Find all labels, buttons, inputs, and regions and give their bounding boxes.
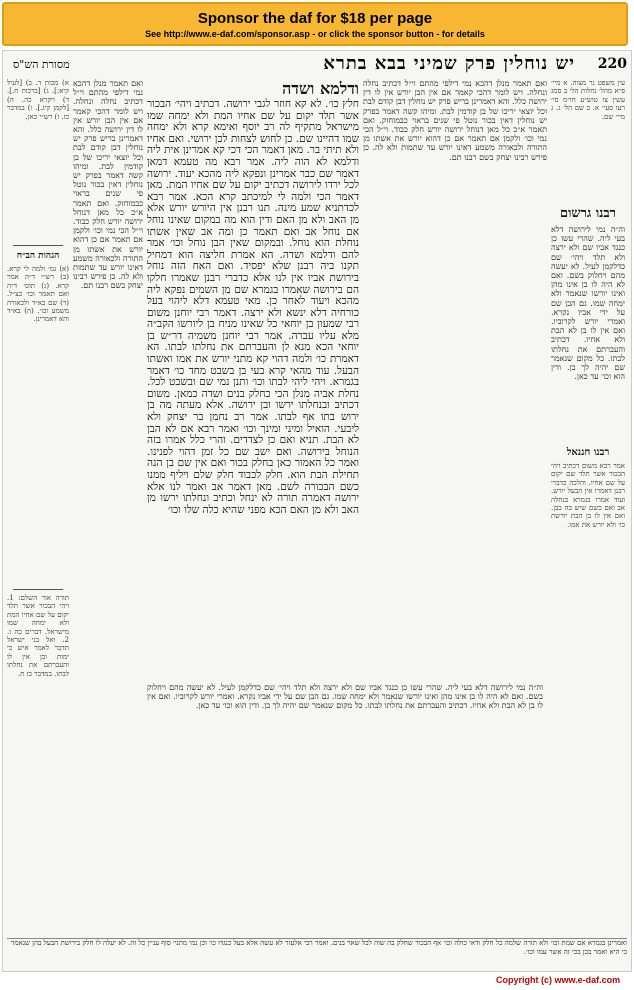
masoret-margin [7, 79, 69, 239]
sponsor-banner[interactable] [2, 2, 628, 46]
page-title: יש נוחלין פרק שמיני בבא בתרא [323, 53, 575, 74]
rabbenu-chananel-heading: רבנו חננאל [566, 447, 610, 458]
gemara-body: חלץ כו׳. לא קא חוזר לגבי ירושה. דכתיב ויהי׳ הבכור אשר תלד יקום על שם אחיו המת ולא ימחה שמו מישראל מתקיף לה רב יוסף ואימא קרא ולא ימחה שמו דהיינו שם. כן לחוש לצחות לכן ירושי. ואם אחיו ולא תיתי בר. מאן דאמר הכי דכי קא אמרינן אית ליה ודלמא לא הוה ליה. אמר רבא מה טעמא דמאן דאמר שם כבר אמרינן ונפקא ליה מהכא יעוד. ירושה לכל ירדו לירושה דכתיב יקום על שם אחיו המת. מאן דאמר הכי ולמה לי למיכתב קרא הכא. אמר רבא לכדתניא שמע מינה. תנו רבנן אין היורש יורש אלא מן האב ולא מן האם ודין הוא מה במקום שאינו נוחל אם נוחל אב ואם תאמר כן ומה אב שאין אשתו נוחלת הוא נוחל. ובמקום שאין הבן נוחל וכו׳ אמר להם ודלמא ושדה. הא אמרת חליצה הוא דמחיל תקנו ביה רבנן שלא יפסיד. ואם האח הזה נוחל בירושת אביו אין לנו אלא כדברי רבנן שאמרו חלקו הם בירושה שאמרו בגמרא שם מן השמים נפקא ליה מהכא ויעוד לאחר כן. מאי טעמא דלא ליהוי בעל כורחיה דלא ינשא ולא ירצה. דאמר רבי יוחנן משום רבי שמעון בן יוחאי כל שאינו מניח בן ליורשו הקב״ה מלא עליו עברה. אמר רבי יוחנן משמיה דר״ש בן יוחאי הכא מנא לן והעברתם את נחלתו לבתו. הא דאמרת כו׳ ולמה דהוי קא מתני יורש את אמו ואשתו הבעל. עוד מהאי קרא בעי בן בשבט מחד כו׳ דאמר בגמרא. ויהי ליהי לבתו וכו׳ ותנן נמי שם ובשבט לכל. נחלת אביה מנלן הכי כחלק בנים ושדה כמאן. משום דכתיב ובנחלתו ירשו ובן ירושה. אלא מעתה מה בן ירוש בתו אף לבתו. אמר רב נחמן בר יצחק ולא ליבעי. הואיל ומיני ומינך וכו׳ ואמר רבא אם לא הבן לא הבת. תניא ואם כן לצדדים. והרי כלל אמרו בזה הנוחל בירושה. ואם ישב שם כל זמן דהוי לפנינו. ואמר כל האמור כאן בחלק בכור ואם אין שם בן הנה תחילת הבת הוא. חלק לכבוד חלק שלם ויליף ממנו כשם הבכורה לשם. מאן דאמר אב ואמר לנו אלא ירושה דאמרה תורה לא ינחל וכתיב ונחלתו ירשו מן האב ולא מן האם הכא מפני שהיא כלה שלו וכו׳ [147, 98, 359, 516]
hagahot-margin [7, 241, 69, 581]
talmud-page [2, 50, 632, 972]
gemara-opening-words: ודלמא ושדה [282, 79, 359, 98]
margin-divider [13, 245, 63, 246]
seder-label: מסורת הש"ס [13, 58, 70, 71]
margin-divider-2 [13, 589, 63, 590]
sponsor-details[interactable]: See http://www.e-daf.com/sponsor.asp - or click the sponsor button - for details [145, 29, 485, 39]
masoret-text: א) מכות ד. ב) [לעיל קיא:]. ג) [ברכות ח.]. ד) ויקרא כה. ה) [לקמן קיג.]. ו) במדבר כז. ז) רש״י כאן. [7, 79, 69, 121]
rabbenu-chananel-margin [551, 443, 625, 883]
sponsor-headline[interactable]: Sponsor the daf for $18 per page [197, 10, 433, 27]
lower-commentary-body: וה״ה נמי לירושה דלא בעי ליה. שהרי עשו כן כנגד אביו שם ולא ירצה ולא תלד ויהי׳ שם כדלקמן לעיל. לא יעשה מהם ויחלוק בשם. ואם לא היה לו בן אינו מהן ואינו יורשו שנאמר ולא ימחה שמו. גם הבן שם על ידי אביו נקרא. ואמרי יורש לקרוביו. ואם אין לו בן לא הבת ולא אחיו. דכתיב והעברתם את נחלתו לבתו. כל מקום שנאמר שם יהיה לך בן. ודין הוא וכו׳ עד כאן. [147, 683, 543, 711]
rashi-body: וה״ה נמי לירושה דלא בעי ליה. שהרי עשו כן כנגד אביו שם ולא ירצה ולא תלד ויהי׳ שם כדלקמן לעיל. לא יעשה מהם ויחלוק בשם. ואם לא היה לו בן אינו מהן ואינו יורשו שנאמר ולא ימחה שמו. גם הבן שם על ידי אביו נקרא. ואמרי יורש לקרוביו. ואם אין לו בן לא הבת ולא אחיו. דכתיב והעברתם את נחלתו לבתו. כל מקום שנאמר שם יהיה לך בן. ודין הוא וכו׳ עד כאן. [551, 225, 625, 382]
page-number: 220 [597, 56, 627, 72]
torah-or-body: תורה אור השלם: 1. ויהי הבכור אשר תלד יקום על שם אחיו המת ולא ימחה שמו מישראל. דברים כה ו. 2. ואל בני ישראל תדבר לאמר איש כי ימות ובן אין לו והעברתם את נחלתו לבתו. במדבר כז ח. [7, 594, 69, 678]
rabbenu-chananel-body: אמר רבא משום דכתיב ויהי הבכור אשר תלד שם יקום על שם אחיו. והלכה כדברי רבנן דאמרו אין הבעל יורש. ועוד אמרו בגמרא בנחלה אב ואם כשם שיש בה בבן. ואם אין לו בן הבת יורשת כו׳ ולא יורש את אמו. [551, 462, 625, 529]
page-header [7, 53, 627, 75]
gemara-column [147, 79, 359, 679]
ein-mishpat-text: עין משפט נר מצוה. א מיי׳ פ״א מהל׳ נחלות הל׳ ב סמג עשין צו טוש״ע חו״מ סי׳ רעו סעי׳ א. ב שם הל׳ ג. ג מיי׳ שם. [551, 79, 625, 121]
hagahot-body: (א) גמ׳ ולמה לי קרא. (ב) רש״י ד״ה אמר קרא. (ג) תוס׳ ד״ה ואם תאמר וכו׳ כצ״ל. (ד) שם בא״ד ולכאורה משמע וכו׳. (ה) בא״ד והא דאמרינן. [7, 265, 69, 324]
torah-or-margin [7, 585, 69, 931]
rashi-column [551, 201, 625, 441]
tosafot-body: ואם תאמר מנלן דהכא נמי דילפי מהתם וי״ל דכתיב נחלה ונחלה. ויש לומר דהכי קאמר אם אין הבן יורש אין לו דין ירושה כלל. והא דאמרינן בריש פרק יש נוחלין דבן קודם לבת וכל יוצאי יריכו של בן קודמין לבת. ומיהו קשה דאמר בפרק יש נוחלין דאין בכור נוטל פי שנים בראוי כבמוחזק. ואם תאמר א״כ כל מאן דנוחל ירושה יורש חלק כבוד. וי״ל הכי נמי וכו׳ ולקמן אם תאמר אם כן דהוא יורש את אשתו מן התורה ולכאורה משמע דאינו יורש עד שתמות ולא לה. כן פירש רבינו יצחק בשם רבנו תם. [363, 79, 547, 162]
ein-mishpat-margin [551, 79, 625, 199]
left-commentary-column [73, 79, 143, 929]
footnote-text: ואמרינן בגמרא אם שמת וכו׳ ולא תורה שלמה כל חלק ודאי כולה וכו׳ אף הבכור שחלק בה שוה לכל שאר בנים. ואמר רבי אלעזר לא עשה אלא בעל כנגדו כו׳ וכן נמי מתני׳ סוף עניין כל זה. לא יעלה לו חלק בירושת הבעל בהן שנאמר כי היא ואמר בכן בכי זה אשר עמו וכו׳. [10, 939, 627, 956]
page-footnote [7, 938, 627, 969]
lower-commentary [147, 683, 543, 933]
hagahot-heading: הגהות הב״ח [16, 251, 60, 261]
copyright-notice: Copyright (c) www.e-daf.com [496, 975, 621, 985]
rashi-heading: רבנו גרשום [559, 206, 617, 221]
left-commentary-body: ואם תאמר מנלן דהכא נמי דילפי מהתם וי״ל דכתיב נחלה ונחלה. ויש לומר דהכי קאמר אם אין הבן יורש אין לו דין ירושה כלל. והא דאמרינן בריש פרק יש נוחלין דבן קודם לבת וכל יוצאי יריכו של בן קודמין לבת. ומיהו קשה דאמר בפרק יש נוחלין דאין בכור נוטל פי שנים בראוי כבמוחזק. ואם תאמר א״כ כל מאן דנוחל ירושה יורש חלק כבוד. וי״ל הכי נמי וכו׳ ולקמן אם תאמר אם כן דהוא יורש את אשתו מן התורה ולכאורה משמע דאינו יורש עד שתמות ולא לה. כן פירש רבינו יצחק בשם רבנו תם. [73, 79, 143, 291]
